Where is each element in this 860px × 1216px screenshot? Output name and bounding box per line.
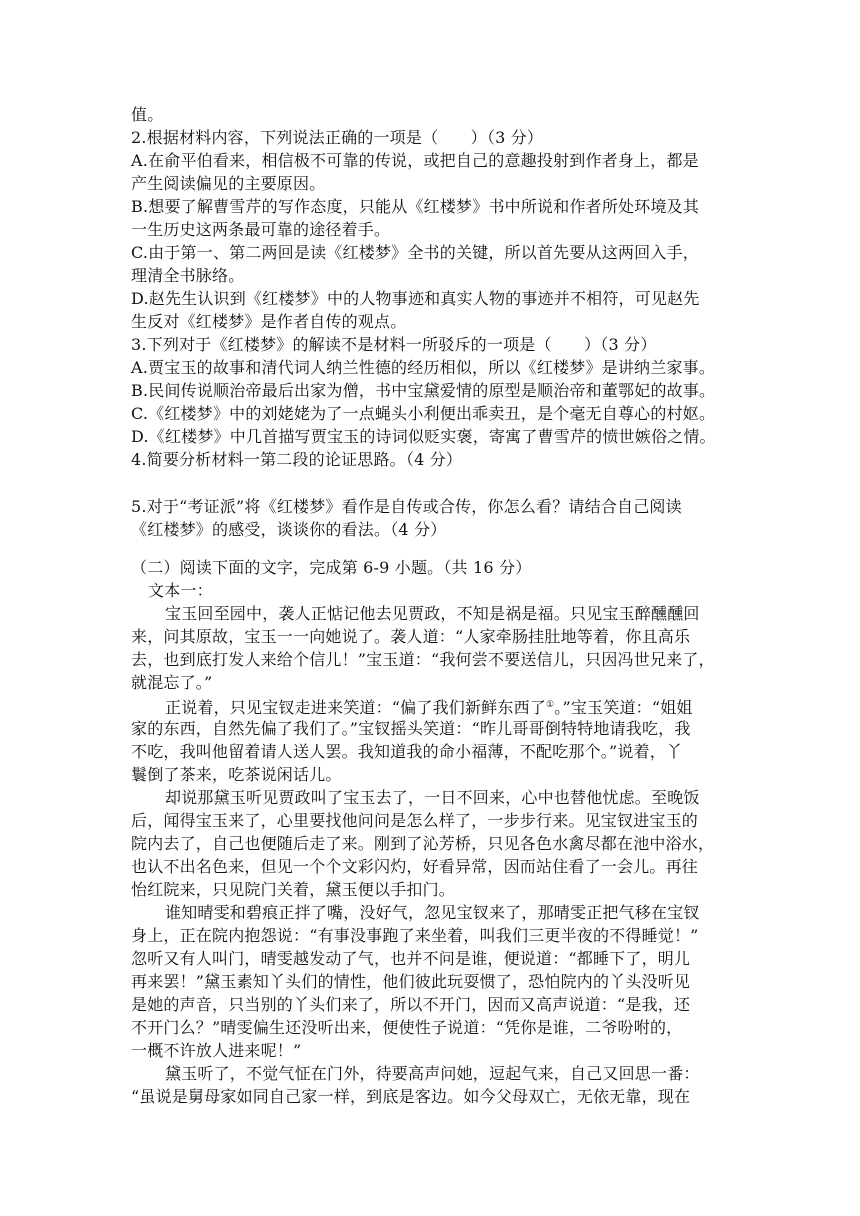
paragraph-line: 一概不许放人进来呢！” <box>131 1041 302 1060</box>
option-2b: B.想要了解曹雪芹的写作态度，只能从《红楼梦》书中所说和作者所处环境及其 <box>131 197 700 216</box>
paragraph-line: 不吃，我叫他留着请人送人罢。我知道我的命小福薄，不配吃那个。”说着，丫 <box>131 742 683 761</box>
paragraph-line: 是她的声音，只当别的丫头们来了，所以不开门，因而又高声说道：“是我，还 <box>131 995 691 1014</box>
paragraph-line: 却说那黛玉听见贾政叫了宝玉去了，一日不回来，心中也替他忧虑。至晚饭 <box>165 788 700 807</box>
paragraph-line: 黛玉听了，不觉气怔在门外，待要高声问她，逗起气来，自己又回思一番： <box>165 1064 700 1083</box>
option-2c: C.由于第一、第二两回是读《红楼梦》全书的关键，所以首先要从这两回入手， <box>131 243 699 262</box>
paragraph-line: 不开门么？”晴雯偏生还没听出来，便使性子说道：“凭你是谁，二爷吩咐的， <box>131 1018 683 1037</box>
paragraph-text: 。”宝玉笑道：“姐姐 <box>554 698 693 717</box>
text-line: 产生阅读偏见的主要原因。 <box>131 174 326 193</box>
paragraph-line: 宝玉回至园中，袭人正惦记他去见贾政，不知是祸是福。只见宝玉醉醺醺回 <box>165 604 700 623</box>
paragraph-line: 鬟倒了茶来，吃茶说闲话儿。 <box>131 765 342 784</box>
question-3: 3.下列对于《红楼梦》的解读不是材料一所驳斥的一项是（ ）（3 分） <box>131 335 657 354</box>
paragraph-line: 忽听又有人叫门，晴雯越发动了气，也并不问是谁，便说道：“都睡下了，明儿 <box>131 949 691 968</box>
footnote-marker: ① <box>545 700 555 710</box>
text-line: 一生历史这两条最可靠的途径着手。 <box>131 220 391 239</box>
paragraph-line: 再来罢！”黛玉素知丫头们的情性，他们彼此玩耍惯了，恐怕院内的丫头没听见 <box>131 972 691 991</box>
text-line: 值。 <box>131 105 164 124</box>
paragraph-line: 来，问其原故，宝玉一一向她说了。袭人道：“人家牵肠挂肚地等着，你且高乐 <box>131 627 691 646</box>
text-line: 理清全书脉络。 <box>131 266 245 285</box>
option-3b: B.民间传说顺治帝最后出家为僧，书中宝黛爱情的原型是顺治帝和董鄂妃的故事。 <box>131 381 716 400</box>
option-3d: D.《红楼梦》中几首描写贾宝玉的诗词似贬实褒，寄寓了曹雪芹的愤世嫉俗之情。 <box>131 427 716 446</box>
option-3a: A.贾宝玉的故事和清代词人纳兰性德的经历相似，所以《红楼梦》是讲纳兰家事。 <box>131 358 716 377</box>
paragraph-line: 后，闻得宝玉来了，心里要找他问问是怎么样了，一步步行来。见宝钗进宝玉的 <box>131 811 699 830</box>
text-line: 《红楼梦》的感受，谈谈你的看法。（4 分） <box>131 520 447 539</box>
paragraph-line: 也认不出名色来，但见一个个文彩闪灼，好看异常，因而站住看了一会儿。再往 <box>131 857 699 876</box>
option-2a: A.在俞平伯看来，相信极不可靠的传说，或把自己的意趣投射到作者身上，都是 <box>131 151 699 170</box>
paragraph-line: 就混忘了。” <box>131 673 213 692</box>
text-label: 文本一： <box>148 581 213 600</box>
paragraph-line: 去，也到底打发人来给个信儿！”宝玉道：“我何尝不要送信儿，只因冯世兄来了， <box>131 650 715 669</box>
paragraph-line: 院内去了，自己也便随后走了来。刚到了沁芳桥，只见各色水禽尽都在池中浴水， <box>131 834 715 853</box>
question-2: 2.根据材料内容，下列说法正确的一项是（ ）（3 分） <box>131 128 544 147</box>
option-2d: D.赵先生认识到《红楼梦》中的人物事迹和真实人物的事迹并不相符，可见赵先 <box>131 289 700 308</box>
paragraph-line: 家的东西，自然先偏了我们了。”宝钗摇头笑道：“昨儿哥哥倒特特地请我吃，我 <box>131 719 691 738</box>
paragraph-text: 正说着，只见宝钗走进来笑道：“偏了我们新鲜东西了 <box>165 698 546 717</box>
paragraph-line: “虽说是舅母家如同自己家一样，到底是客边。如今父母双亡，无依无靠，现在 <box>131 1087 691 1106</box>
paragraph-line: 怡红院来，只见院门关着，黛玉便以手扣门。 <box>131 880 456 899</box>
section-heading: （二）阅读下面的文字，完成第 6-9 小题。（共 16 分） <box>131 558 532 577</box>
paragraph-line: 谁知晴雯和碧痕正拌了嘴，没好气，忽见宝钗来了，那晴雯正把气移在宝钗 <box>165 903 700 922</box>
question-4: 4.简要分析材料一第二段的论证思路。（4 分） <box>131 450 463 469</box>
paragraph-line <box>165 694 693 719</box>
text-line: 生反对《红楼梦》是作者自传的观点。 <box>131 312 407 331</box>
paragraph-line: 身上，正在院内抱怨说：“有事没事跑了来坐着，叫我们三更半夜的不得睡觉！” <box>131 926 699 945</box>
question-5: 5.对于“考证派”将《红楼梦》看作是自传或合传，你怎么看？请结合自己阅读 <box>131 497 682 516</box>
option-3c: C.《红楼梦》中的刘姥姥为了一点蝇头小利便出乖卖丑，是个毫无自尊心的村妪。 <box>131 404 716 423</box>
